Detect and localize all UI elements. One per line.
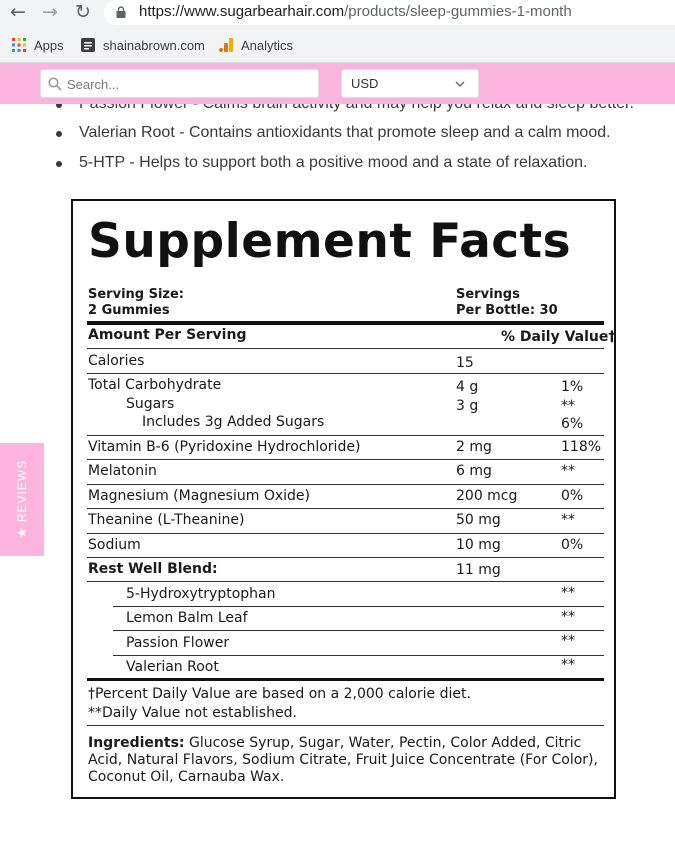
footnote-not-established: **Daily Value not established. (88, 705, 297, 721)
amount-per-serving-header: Amount Per Serving (88, 327, 247, 343)
forward-arrow-icon[interactable]: → (42, 1, 58, 23)
row-dv: ** (561, 633, 575, 649)
row-amount: 50 mg (456, 512, 501, 528)
divider (87, 581, 604, 582)
site-favicon-icon (80, 37, 96, 53)
divider (113, 606, 604, 607)
divider (87, 484, 604, 485)
row-name: Calories (88, 353, 145, 369)
serving-size-value: 2 Gummies (88, 303, 170, 318)
divider (87, 557, 604, 558)
bookmarks-bar (0, 25, 675, 63)
divider-thick (87, 321, 604, 325)
row-name: Rest Well Blend: (88, 561, 218, 577)
row-name: Magnesium (Magnesium Oxide) (88, 488, 310, 504)
row-dv: 0% (561, 537, 584, 553)
bookmark-label: shainabrown.com (103, 37, 205, 53)
row-amount: 15 (456, 355, 474, 371)
divider (87, 348, 604, 349)
reviews-tab-label: ★ REVIEWS (15, 459, 29, 539)
bullet-valerian-root: Valerian Root - Contains antioxidants that promote sleep and a calm mood. (79, 124, 611, 141)
divider (113, 630, 604, 631)
search-input[interactable] (67, 74, 307, 94)
back-arrow-icon[interactable]: ← (10, 1, 26, 23)
row-name: Valerian Root (126, 659, 219, 675)
divider (87, 508, 604, 509)
row-name: Total Carbohydrate (88, 377, 222, 393)
bookmark-label: Apps (34, 37, 64, 53)
currency-value: USD (351, 76, 379, 91)
bookmark-label: Analytics (241, 37, 294, 53)
url-text: https://www.sugarbearhair.com/products/sleep-gummies-1-month (139, 3, 572, 20)
bookmark-apps[interactable] (11, 36, 64, 54)
row-amount: 4 g (456, 379, 479, 395)
row-dv: 6% (561, 416, 584, 432)
divider-thick (87, 678, 604, 681)
servings-value: Per Bottle: 30 (456, 303, 558, 318)
bookmark-analytics[interactable] (218, 36, 293, 54)
ingredients-label: Ingredients: (88, 735, 185, 751)
row-amount: 6 mg (456, 463, 492, 479)
site-header (0, 63, 675, 104)
serving-size-label: Serving Size: (88, 287, 185, 302)
lock-icon (116, 6, 126, 18)
search-box[interactable] (40, 69, 319, 98)
apps-grid-icon (11, 37, 27, 53)
divider (87, 459, 604, 460)
row-name: Sodium (88, 537, 141, 553)
servings-label: Servings (456, 287, 520, 302)
divider (113, 655, 604, 656)
row-name: Melatonin (88, 463, 157, 479)
row-dv: 1% (561, 379, 584, 395)
currency-select[interactable] (341, 69, 479, 98)
reload-icon[interactable]: ↻ (75, 1, 91, 23)
row-amount: 2 mg (456, 439, 492, 455)
row-amount: 3 g (456, 398, 479, 414)
row-name: Theanine (L-Theanine) (88, 512, 245, 528)
analytics-icon (218, 37, 234, 53)
row-name: Passion Flower (126, 635, 230, 651)
row-amount: 10 mg (456, 537, 501, 553)
row-dv: ** (561, 609, 575, 625)
row-dv: 118% (561, 439, 602, 455)
daily-value-header: % Daily Value† (501, 329, 616, 345)
bookmark-shainabrown[interactable] (80, 36, 205, 54)
address-bar[interactable] (104, 0, 675, 25)
row-dv: ** (561, 398, 575, 414)
bullet-5-htp: 5-HTP - Helps to support both a positive mood and a state of relaxation. (79, 154, 588, 171)
row-dv: 0% (561, 488, 584, 504)
row-dv: ** (561, 585, 575, 601)
ingredients-text (88, 735, 598, 786)
reviews-tab[interactable] (0, 443, 44, 556)
row-name: Vitamin B-6 (Pyridoxine Hydrochloride) (88, 439, 361, 455)
row-name: Sugars (126, 396, 175, 412)
bullet-dot (56, 161, 62, 167)
bullet-dot (56, 131, 62, 137)
browser-toolbar (0, 0, 675, 25)
divider (87, 725, 604, 726)
footnote-daily-value: †Percent Daily Value are based on a 2,000 calorie diet. (88, 686, 471, 702)
search-icon (48, 77, 62, 91)
row-name: 5-Hydroxytryptophan (126, 586, 276, 602)
divider (87, 435, 604, 436)
row-name: Lemon Balm Leaf (126, 610, 248, 626)
divider (87, 373, 604, 374)
supplement-facts-panel (71, 199, 616, 799)
row-dv: ** (561, 463, 575, 479)
row-amount: 11 mg (456, 562, 501, 578)
row-amount: 200 mcg (456, 488, 518, 504)
ingredients-list: Glucose Syrup, Sugar, Water, Pectin, Color Added, Citric Acid, Natural Flavors, Sodium Citrate, Fruit Juice Concentrate (For Color), Coconut Oil, Carnauba Wax. (88, 735, 598, 785)
divider (87, 533, 604, 534)
facts-title: Supplement Facts (88, 214, 572, 269)
row-dv: ** (561, 512, 575, 528)
row-dv: ** (561, 657, 575, 673)
chevron-down-icon (455, 81, 465, 87)
row-name: Includes 3g Added Sugars (142, 414, 325, 430)
